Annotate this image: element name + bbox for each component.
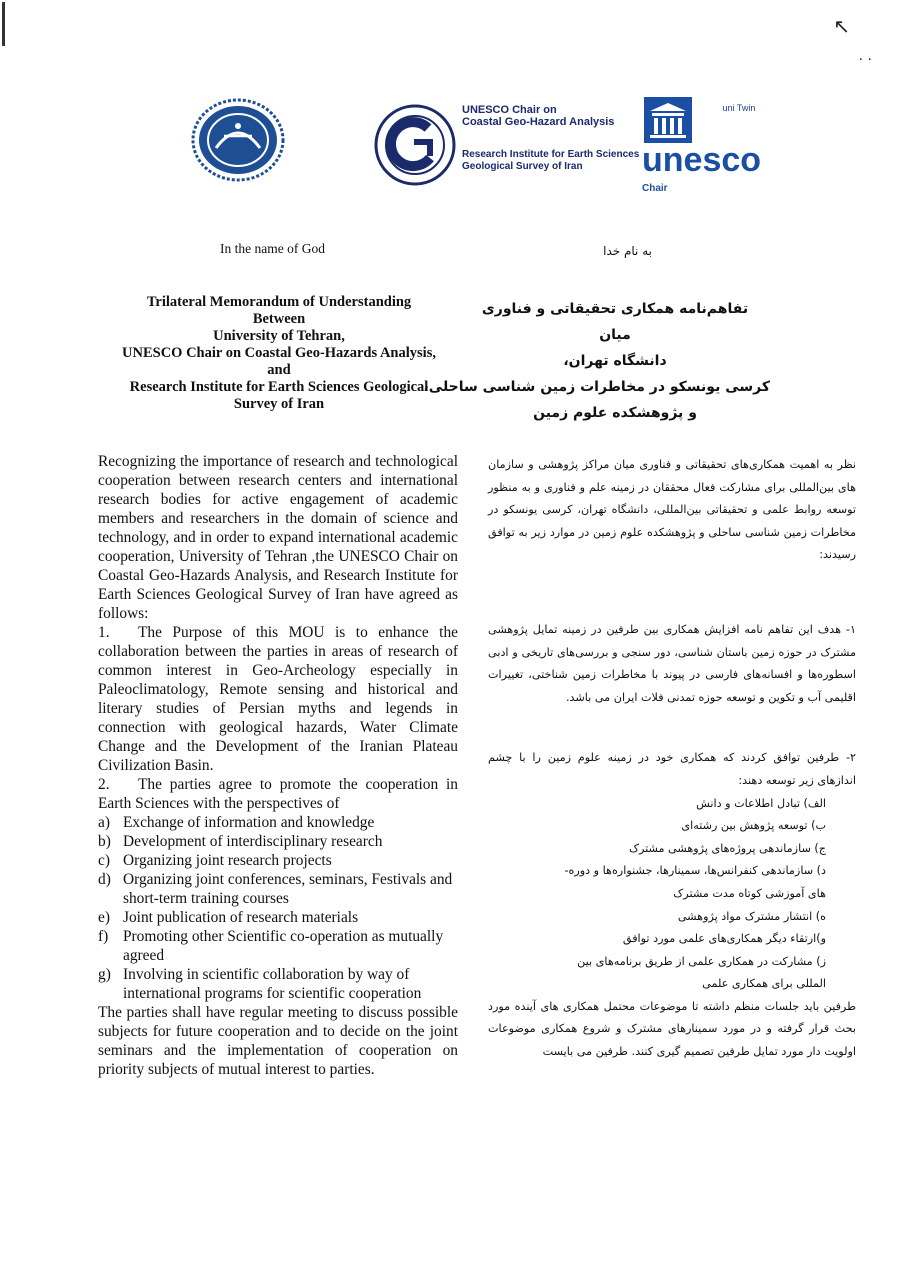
unitwin-mark: uni Twin	[722, 103, 756, 113]
list-item: المللی برای همکاری علمی	[702, 977, 826, 991]
list-item-text: Involving in scientific collaboration by way of international programs for scientific cooperation	[123, 966, 422, 1002]
corner-dots: · ·	[858, 52, 872, 68]
title-persian	[423, 296, 770, 426]
list-item-text: Promoting other Scientific co-operation as mutually agreed	[123, 928, 444, 964]
list-item	[98, 832, 458, 851]
list-item	[98, 870, 458, 908]
list-item: د) سازماندهی کنفرانس‌ها، سمینارها، جشنواره‌ها و دوره-	[564, 864, 826, 878]
article-2-en	[98, 775, 458, 813]
institute-name-block	[462, 104, 642, 173]
article-2-fa: ۲- طرفین توافق کردند که همکاری خود در زمینه علوم زمین را با چشم اندازهای زیر توسعه دهند:	[488, 751, 856, 787]
title-en-line: Survey of Iran	[233, 396, 325, 412]
institute-line-1: UNESCO Chair on	[462, 104, 557, 116]
title-en-line: University of Tehran,	[213, 328, 345, 344]
title-en-line: Trilateral Memorandum of Understanding	[146, 294, 412, 310]
title-fa-line: دانشگاه تهران،	[563, 353, 667, 369]
unesco-temple-icon	[644, 97, 692, 147]
list-item: های آموزشی کوتاه مدت مشترک	[673, 886, 826, 900]
article-1-en	[98, 623, 458, 775]
title-fa-line: و پژوهشکده علوم زمین	[533, 405, 697, 421]
corner-pen-mark: ↖	[833, 14, 850, 38]
list-item: ه) انتشار مشترک مواد پژوهشی	[677, 909, 826, 923]
closing-paragraph-fa: طرفین باید جلسات منظم داشته تا موضوعات محتمل همکاری های آینده مورد بحث قرار گرفته و در مورد سمینارهای مشترک و شروع همکاری موضوعات اولویت دار مورد تمایل طرفین تصمیم گیری کنند. طرفین می بایست	[488, 999, 856, 1059]
unesco-logo	[642, 97, 777, 197]
list-marker: g)	[98, 966, 111, 983]
article-2-text: The parties agree to promote the cooperation in Earth Sciences with the perspectives of	[98, 776, 458, 812]
institute-line-4: Geological Survey of Iran	[462, 161, 583, 172]
list-item: ج) سازماندهی پروژه‌های پژوهشی مشترک	[628, 841, 826, 855]
list-item: ز) مشارکت در همکاری علمی از طریق برنامه‌های بین	[577, 954, 826, 968]
title-en-line: Research Institute for Earth Sciences Geological	[129, 379, 429, 395]
title-en-line: and	[267, 362, 291, 378]
english-body	[98, 452, 458, 1079]
university-of-tehran-logo	[191, 98, 285, 182]
list-item	[98, 813, 458, 832]
title-english	[110, 294, 448, 413]
invocation-persian: به نام خدا	[603, 244, 652, 258]
list-item	[98, 927, 458, 965]
list-item-text: Joint publication of research materials	[123, 909, 359, 926]
list-marker: a)	[98, 814, 110, 831]
list-item	[98, 965, 458, 1003]
title-fa-line: میان	[599, 327, 631, 343]
title-fa-line: تفاهم‌نامه همکاری تحقیقاتی و فناوری	[481, 301, 749, 317]
list-item	[98, 908, 458, 927]
list-item-text: Exchange of information and knowledge	[123, 814, 375, 831]
list-item: ب) توسعه پژوهش بین رشته‌ای	[681, 819, 826, 833]
article-2-number: 2.	[98, 776, 110, 793]
list-marker: c)	[98, 852, 110, 869]
list-item-text: Organizing joint research projects	[123, 852, 332, 869]
article-1-fa: ۱- هدف این تفاهم نامه افزایش همکاری بین طرفین در زمینه تمایل پژوهشی مشترک در حوزه زمین باستان شناسی، دور سنجی و بررسی‌های تاریخی و ادبی اسطوره‌ها و افسانه‌های فارسی در پیوند با مخاطرات زمین شناختی، تغییرات اقلیمی آب و تکوین و توسعه حوزه تمدنی فلات ایران می باشد.	[488, 622, 856, 704]
list-marker: d)	[98, 871, 111, 888]
title-fa-line: کرسی یونسکو در مخاطرات زمین شناسی ساحلی،	[423, 379, 770, 395]
closing-paragraph-en: The parties shall have regular meeting to discuss possible subjects for future cooperation and to decide on the joint seminars and the implementation of cooperation on priority subjects of mutual interest to parties.	[98, 1004, 458, 1078]
institute-line-2: Coastal Geo-Hazard Analysis	[462, 116, 615, 128]
scan-edge-mark	[2, 2, 5, 46]
intro-paragraph-fa: نظر به اهمیت همکاری‌های تحقیقاتی و فناوری میان مراکز پژوهشی و سازمان های بین‌المللی برای مشارکت فعال محققان در زمینه علم و فناوری و به منظور توسعه روابط علمی و تحقیقاتی بین‌المللی، دانشگاه تهران، کرسی یونسکو در مخاطرات زمین شناسی ساحلی و پژوهشکده علوم زمین در موارد زیر به توافق رسیدند:	[488, 458, 856, 562]
article-1-number: 1.	[98, 624, 110, 641]
list-marker: e)	[98, 909, 110, 926]
intro-paragraph-en: Recognizing the importance of research and technological cooperation between research centers and international research bodies for active engagement of academic members and researchers in the domain of science and technology, and in order to expand international academic cooperation, University of Tehran ,the UNESCO Chair on Coastal Geo-Hazards Analysis, and Research Institute for Earth Sciences Geological Survey of Iran have agreed as follows:	[98, 453, 458, 622]
perspectives-list-en	[98, 813, 458, 1003]
unesco-wordmark: unesco	[642, 141, 762, 179]
persian-body	[488, 454, 856, 1064]
list-item: و)ارتقاء دیگر همکاری‌های علمی مورد توافق	[622, 932, 826, 946]
invocation-english: In the name of God	[220, 241, 325, 256]
title-en-line: UNESCO Chair on Coastal Geo-Hazards Analysis,	[122, 345, 436, 361]
list-marker: f)	[98, 928, 109, 945]
research-institute-logo	[370, 104, 460, 186]
list-marker: b)	[98, 833, 111, 850]
article-1-text: The Purpose of this MOU is to enhance the collaboration between the parties in areas of research of common interest in Geo-Archeology especially in Paleoclimatology, Remote sensing and historical and literary studies of Persian myths and legends in connection with geological hazards, Water Climate Change and the Development of the Iranian Plateau Civilization Basin.	[98, 624, 458, 774]
institute-line-3: Research Institute for Earth Sciences	[462, 149, 640, 160]
list-item: الف) تبادل اطلاعات و دانش	[696, 796, 826, 810]
list-item-text: Development of interdisciplinary research	[123, 833, 383, 850]
list-item-text: Organizing joint conferences, seminars, Festivals and short-term training courses	[123, 871, 453, 907]
unesco-chair-label: Chair	[642, 183, 668, 194]
perspectives-list-fa	[488, 793, 856, 996]
title-en-line: Between	[252, 311, 306, 327]
list-item	[98, 851, 458, 870]
